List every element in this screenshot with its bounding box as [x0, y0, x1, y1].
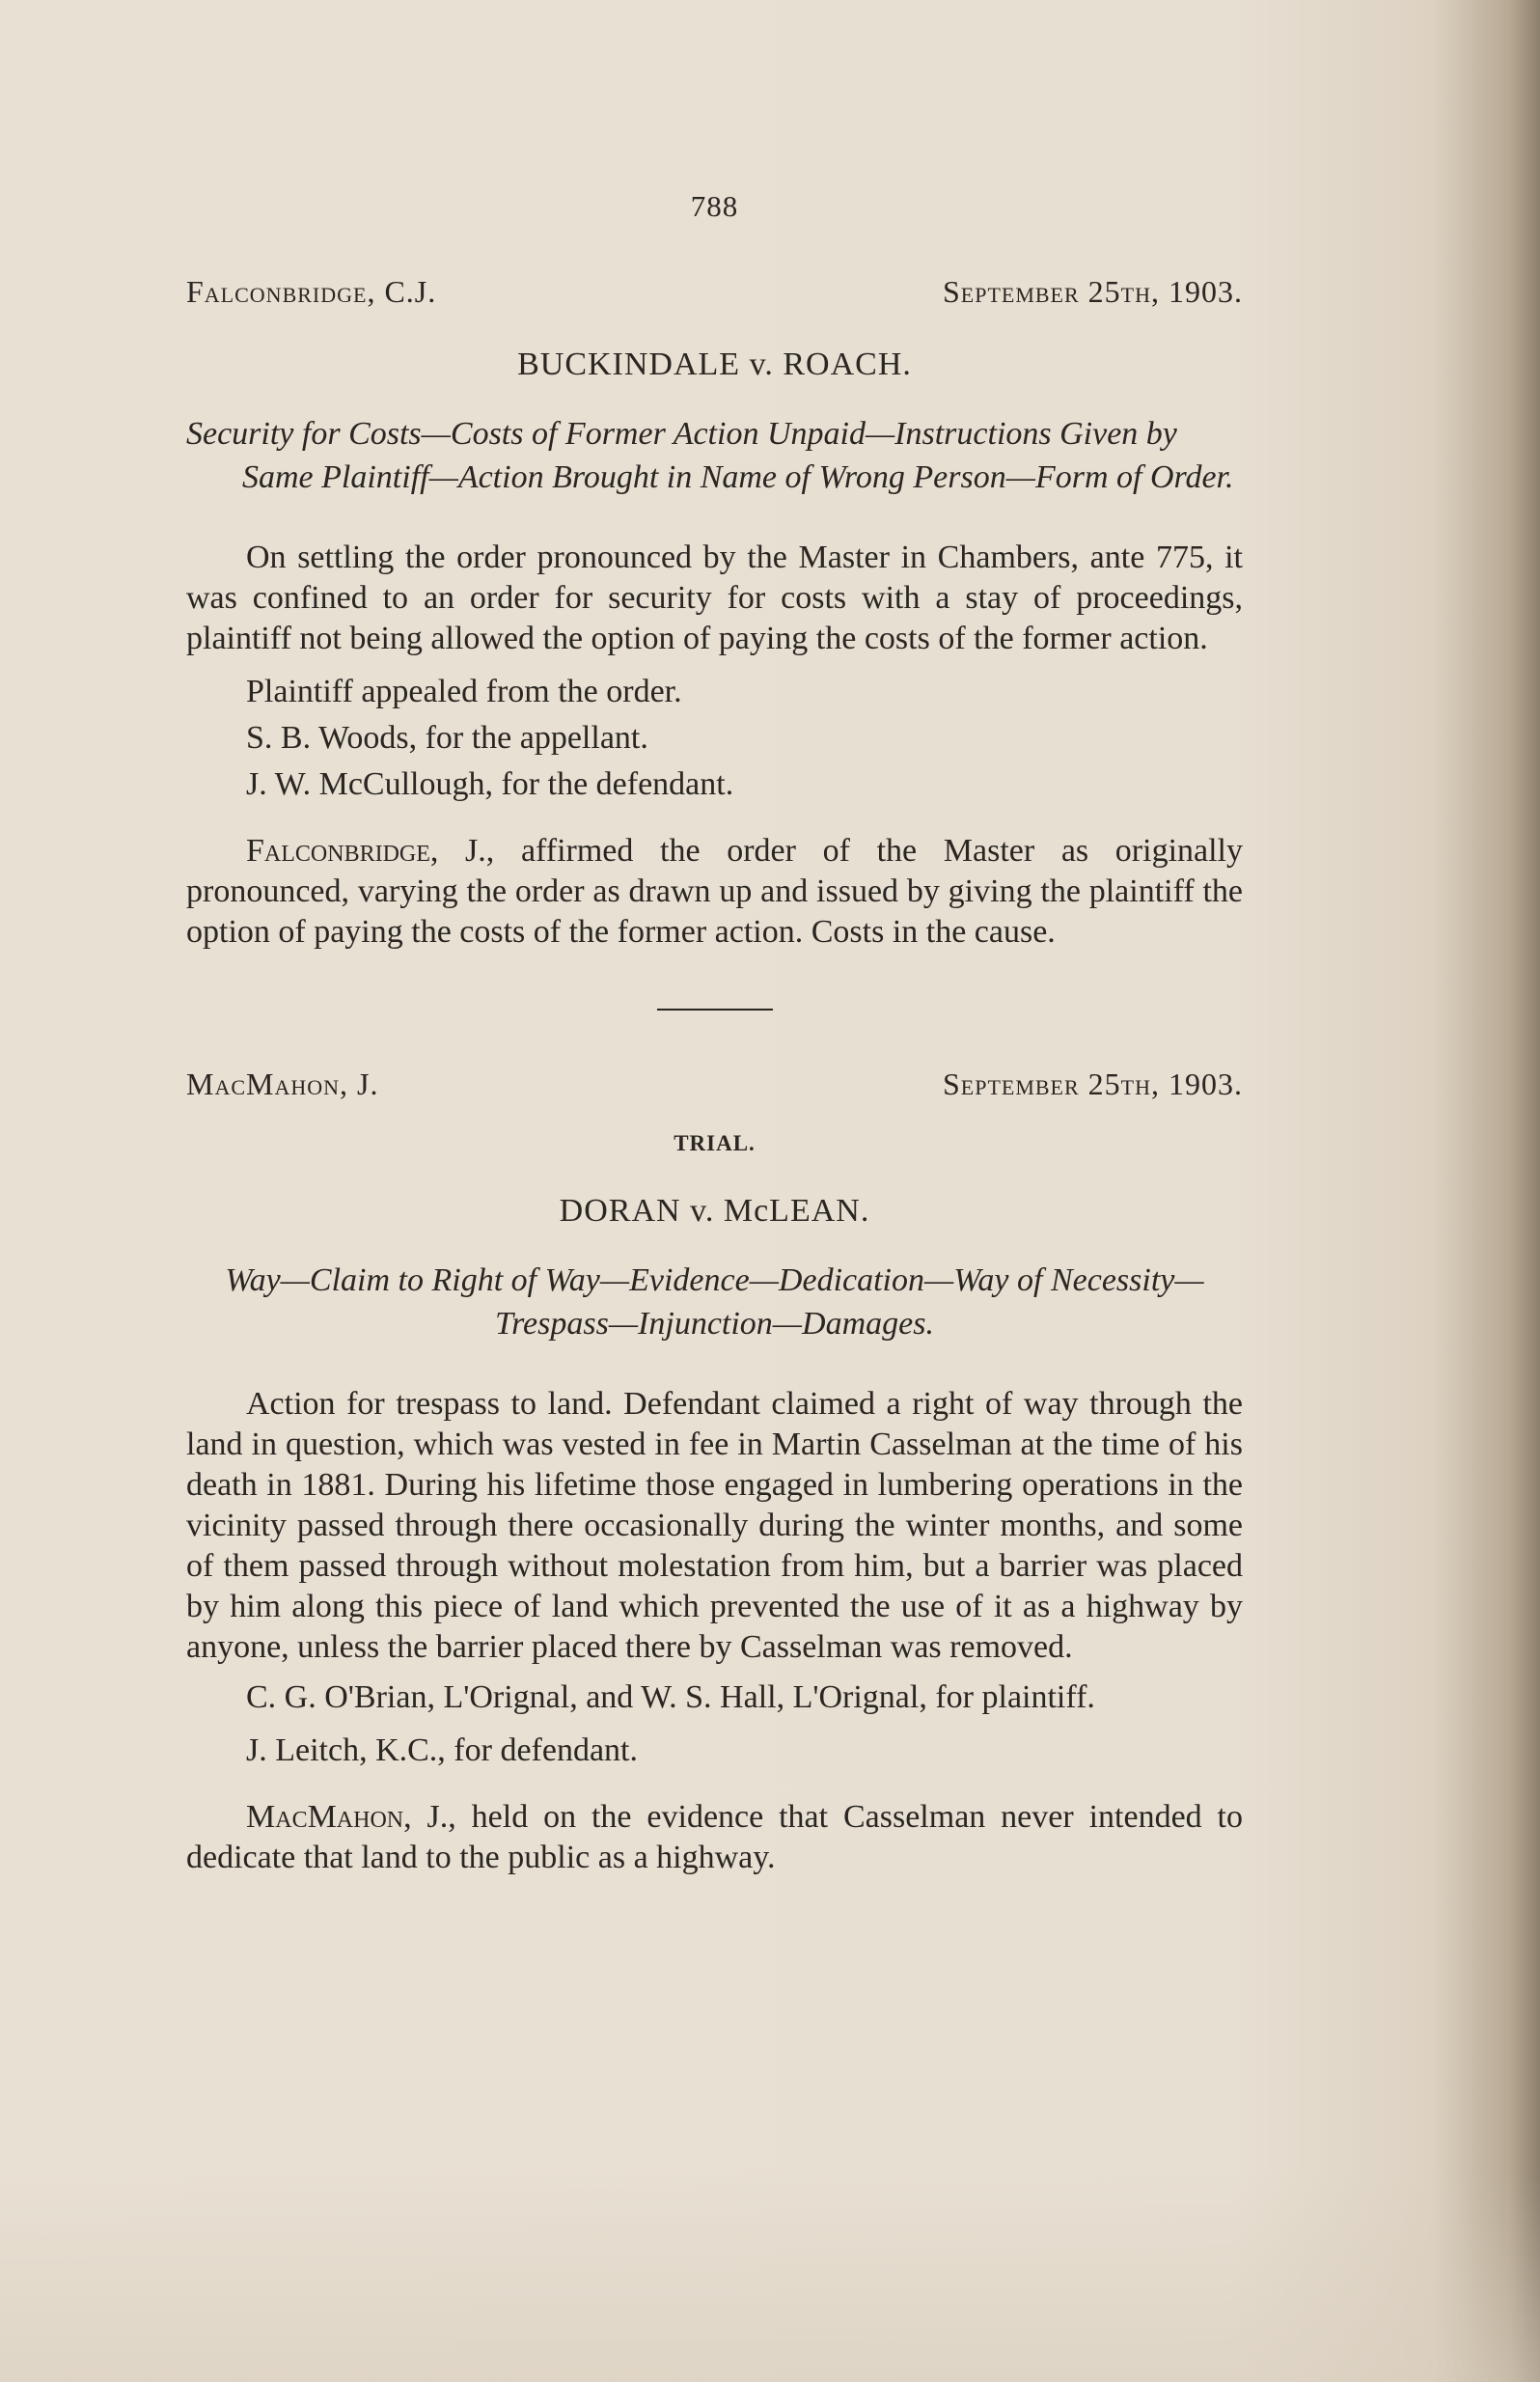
- case2-header: [186, 1066, 1243, 1102]
- case2-judgment-judge: MacMahon, J.,: [246, 1799, 456, 1835]
- case1-defendant-counsel: J. W. McCullough, for the defendant.: [246, 766, 734, 802]
- case1-title: BUCKINDALE v. ROACH.: [517, 346, 912, 382]
- case1-judgment-judge: Falconbridge, J.,: [246, 833, 495, 869]
- page-content: [186, 189, 1243, 1878]
- case1-judge: Falconbridge, C.J.: [186, 274, 437, 309]
- case1-appeal-line: Plaintiff appealed from the order.: [246, 674, 682, 709]
- case1-header: [186, 274, 1243, 310]
- case1-judgment: [186, 831, 1243, 953]
- case2-trial-label: TRIAL.: [674, 1131, 756, 1155]
- page-number: 788: [690, 189, 739, 223]
- case2-counsel-defendant: J. Leitch, K.C., for defendant.: [246, 1732, 638, 1768]
- case1-paragraph: On settling the order pronounced by the Master in Chambers, ante 775, it was confined to an order for security for costs with a stay of proceedings, plaintiff not being allowed the option of paying the costs of the former action.: [186, 540, 1243, 656]
- case2-date: September 25th, 1903.: [942, 1066, 1243, 1101]
- case2-title: DORAN v. McLEAN.: [559, 1193, 870, 1229]
- case2-judgment: [186, 1797, 1243, 1878]
- case1-date: September 25th, 1903.: [942, 274, 1243, 309]
- case2-judgment-text: held on the evidence that Casselman never intended to dedicate that land to the public as a highway.: [186, 1799, 1243, 1875]
- case2-counsel-plaintiff: C. G. O'Brian, L'Orignal, and W. S. Hall, L'Orignal, for plaintiff.: [246, 1679, 1095, 1715]
- case2-headnote: Way—Claim to Right of Way—Evidence—Dedication—Way of Necessity—Trespass—Injunction—Damages.: [225, 1262, 1204, 1342]
- case2-judge: MacMahon, J.: [186, 1066, 379, 1101]
- case1-appellant-counsel: S. B. Woods, for the appellant.: [246, 720, 648, 756]
- case1-judgment-text: affirmed the order of the Master as originally pronounced, varying the order as drawn up and issued by giving the plaintiff the option of paying the costs of the former action. Costs in the cause.: [186, 833, 1243, 950]
- paper-stain: [0, 2172, 1540, 2382]
- case2-paragraph: Action for trespass to land. Defendant claimed a right of way through the land in question, which was vested in fee in Martin Casselman at the time of his death in 1881. During his lifetime those engaged in lumbering operations in the vicinity passed through there occasionally during the winter months, and some of them passed through without molestation from him, but a barrier was placed by him along this piece of land which prevented the use of it as a highway by anyone, unless the barrier placed there by Casselman was removed.: [186, 1386, 1243, 1665]
- section-divider: [657, 1009, 773, 1011]
- case1-headnote: Security for Costs—Costs of Former Action Unpaid—Instructions Given by Same Plaintiff—Action Brought in Name of Wrong Person—Form of Order.: [186, 416, 1234, 495]
